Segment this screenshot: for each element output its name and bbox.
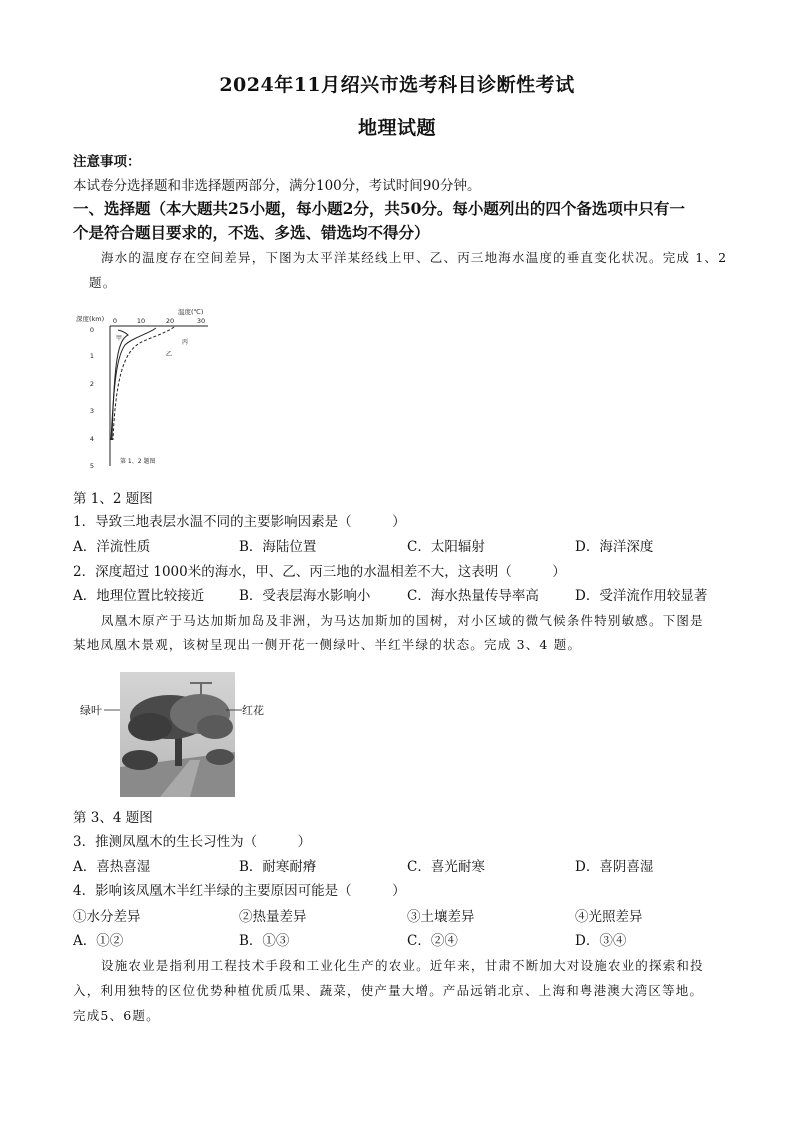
x-tick-0: 0 xyxy=(112,317,118,325)
passage-2-line1: 凤凰木原产于马达加斯加岛及非洲，为马达加斯加的国树，对小区域的微气候条件特别敏感。下图是 xyxy=(101,613,704,628)
green-leaf-label: 绿叶 xyxy=(80,704,102,717)
q4-factor-2: ②热量差异 xyxy=(239,909,307,925)
phoenix-tree-photo xyxy=(120,672,235,797)
y-tick-3: 3 xyxy=(89,407,94,415)
passage-3-line1: 设施农业是指利用工程技术手段和工业化生产的农业。近年来，甘肃不断加大对设施农业的探索和投 xyxy=(101,958,704,973)
q3-option-b: B．耐寒耐瘠 xyxy=(239,859,317,875)
section-heading-line1: 一、选择题（本大题共25小题，每小题2分，共50分。每小题列出的四个备选项中只有一 xyxy=(73,199,685,218)
q4-option-a: A．①② xyxy=(73,933,124,949)
q2-option-c: C．海水热量传导率高 xyxy=(407,588,539,604)
figure-2-caption: 第 3、4 题图 xyxy=(73,810,153,826)
question-2-stem: 2．深度超过 1000米的海水，甲、乙、丙三地的水温相差不大，这表明（ ） xyxy=(73,564,566,580)
label-jia: 甲 xyxy=(116,335,123,342)
question-4-stem: 4．影响该凤凰木半红半绿的主要原因可能是（ ） xyxy=(73,883,406,899)
notice-label: 注意事项： xyxy=(73,154,141,170)
y-tick-2: 2 xyxy=(89,380,94,388)
q3-option-a: A．喜热喜湿 xyxy=(73,859,151,875)
q3-option-c: C．喜光耐寒 xyxy=(407,859,485,875)
y-axis-title: 深度(km) xyxy=(76,315,105,323)
q4-option-b: B．①③ xyxy=(239,933,290,949)
x-tick-20: 20 xyxy=(165,317,175,325)
section-heading-line2: 个是符合题目要求的，不选、多选、错选均不得分） xyxy=(73,223,430,242)
q4-factor-1: ①水分差异 xyxy=(73,909,141,925)
label-yi: 乙 xyxy=(166,351,173,358)
q1-option-d: D．海洋深度 xyxy=(575,539,654,555)
figure-1-caption: 第 1、2 题图 xyxy=(73,491,153,507)
q1-option-a: A．洋流性质 xyxy=(73,539,151,555)
subject-title: 地理试题 xyxy=(357,117,436,139)
q2-option-a: A．地理位置比较接近 xyxy=(73,588,205,604)
x-tick-30: 30 xyxy=(196,317,206,325)
passage-3-line3: 完成5、6题。 xyxy=(73,1008,160,1023)
passage-3-line2: 入，利用独特的区位优势种植优质瓜果、蔬菜，使产量大增。产品远销北京、上海和粤港澳大湾区等地。 xyxy=(73,983,704,998)
q2-option-d: D．受洋流作用较显著 xyxy=(575,588,708,604)
x-axis-title: 温度(℃) xyxy=(178,308,204,316)
passage-1-line1: 海水的温度存在空间差异，下图为太平洋某经线上甲、乙、丙三地海水温度的垂直变化状况。完成 1、2 xyxy=(101,250,728,265)
figure-inner-caption: 第 1、2 题图 xyxy=(120,458,156,465)
label-bing: 丙 xyxy=(182,339,189,346)
y-tick-5: 5 xyxy=(89,462,94,470)
curve-yi xyxy=(111,328,156,440)
notice-text: 本试卷分选择题和非选择题两部分，满分100分，考试时间90分钟。 xyxy=(73,178,481,194)
x-tick-10: 10 xyxy=(136,317,146,325)
y-tick-0: 0 xyxy=(89,326,94,334)
red-flower-label: 红花 xyxy=(242,704,264,717)
exam-title: 2024年11月绍兴市选考科目诊断性考试 xyxy=(219,74,575,96)
q2-option-b: B．受表层海水影响小 xyxy=(239,588,371,604)
passage-2-line2: 某地凤凰木景观，该树呈现出一侧开花一侧绿叶、半红半绿的状态。完成 3、4 题。 xyxy=(73,637,582,652)
q1-option-b: B．海陆位置 xyxy=(239,539,317,555)
y-tick-4: 4 xyxy=(89,435,94,443)
q4-factor-4: ④光照差异 xyxy=(575,909,643,925)
question-3-stem: 3．推测凤凰木的生长习性为（ ） xyxy=(73,834,312,850)
red-flower-pointer xyxy=(226,706,242,714)
question-1-stem: 1．导致三地表层水温不同的主要影响因素是（ ） xyxy=(73,514,406,530)
q1-option-c: C．太阳辐射 xyxy=(407,539,485,555)
passage-1-line2: 题。 xyxy=(89,275,117,290)
q4-option-c: C．②④ xyxy=(407,933,458,949)
temperature-depth-figure xyxy=(70,300,230,476)
q4-factor-3: ③土壤差异 xyxy=(407,909,475,925)
q3-option-d: D．喜阴喜湿 xyxy=(575,859,654,875)
q4-option-d: D．③④ xyxy=(575,933,627,949)
curve-bing xyxy=(113,327,174,440)
y-tick-1: 1 xyxy=(89,352,94,360)
